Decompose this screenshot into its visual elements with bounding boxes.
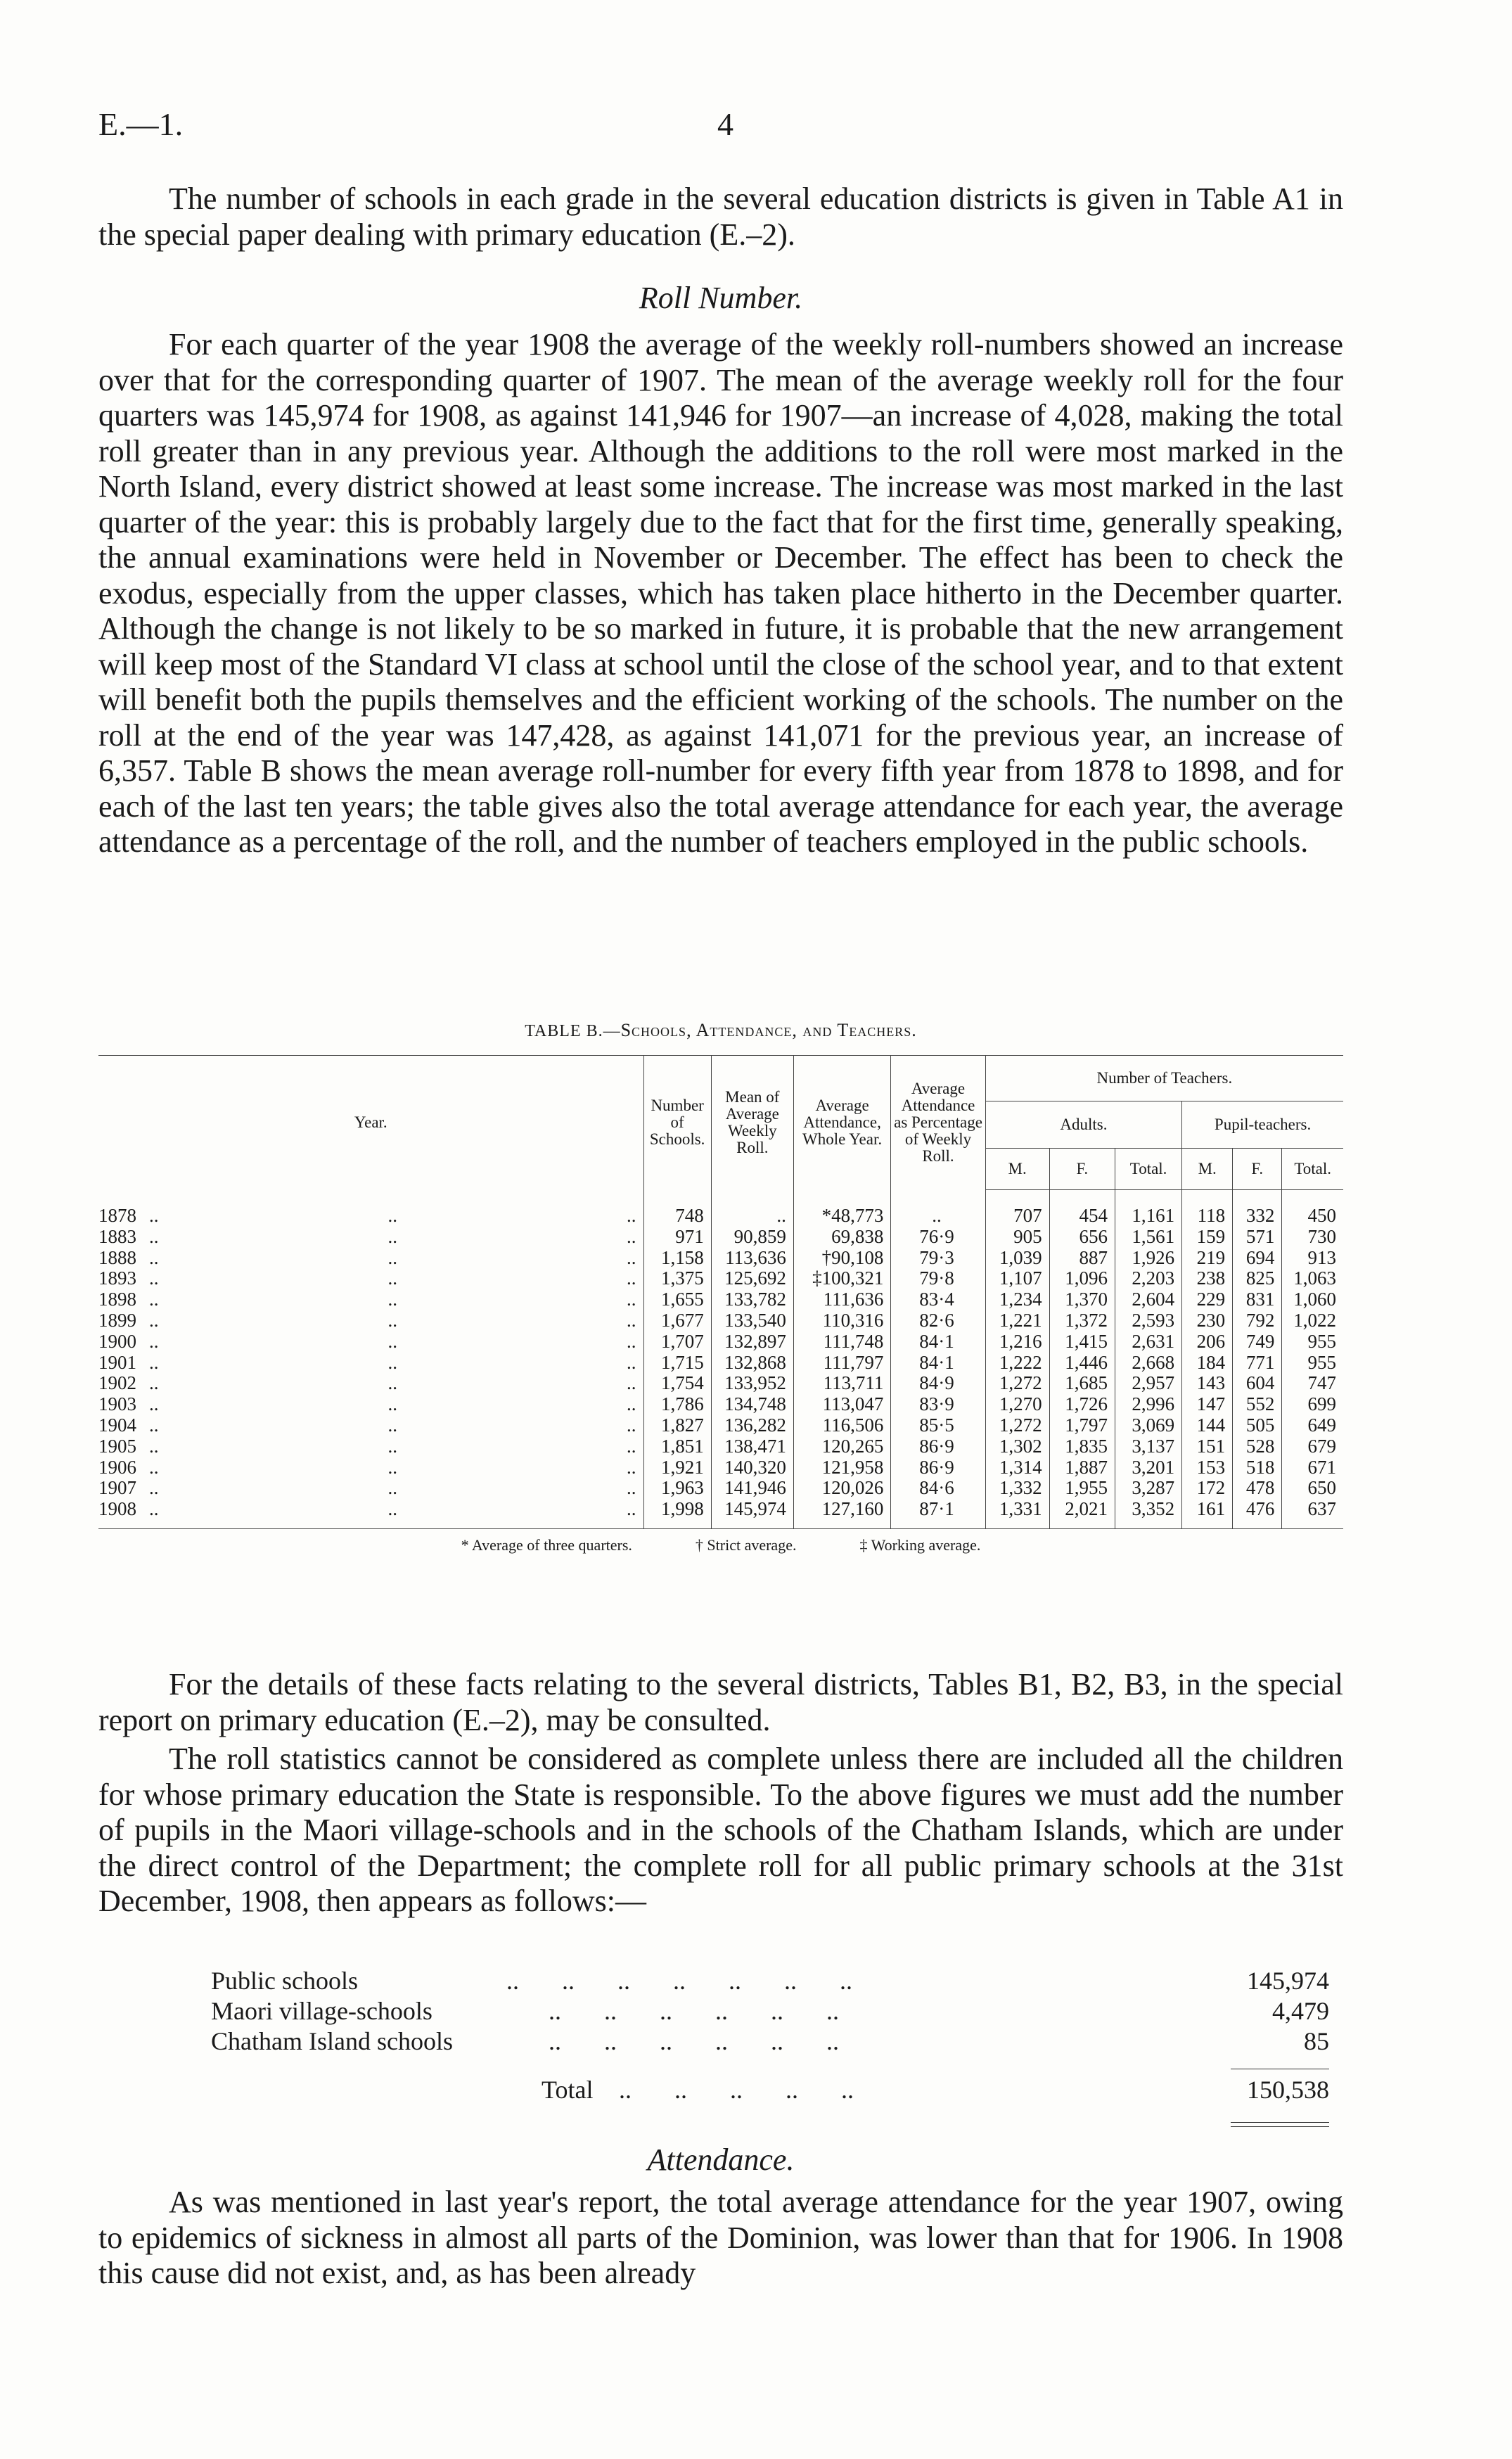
cell-pf: 552 [1233,1394,1282,1415]
summary-rule-bottom [1231,2122,1329,2123]
table-row [98,1499,1343,1528]
cell-year [98,1190,643,1227]
col-header-pupil-f: F. [1233,1149,1282,1190]
summary-label: Chatham Island schools [211,2027,453,2055]
cell-af: 2,021 [1049,1499,1115,1528]
table-b-grid [98,1055,1343,1529]
cell-year-dots: .. .. .. [149,1498,636,1520]
cell-pt: 1,022 [1282,1310,1343,1331]
cell-pf: 518 [1233,1457,1282,1478]
cell-pm: 161 [1182,1499,1233,1528]
summary-row [211,1966,1329,1996]
cell-schools: 1,963 [643,1478,711,1499]
paragraph-district-details: For the details of these facts relating to the several districts, Tables B1, B2, B3, in the special report on primary education (E.–2), may be consulted. [98,1667,1343,1737]
cell-schools: 748 [643,1190,711,1227]
cell-year [98,1394,643,1415]
cell-roll: .. [711,1190,793,1227]
cell-attendance: 116,506 [793,1415,891,1436]
cell-pm: 118 [1182,1190,1233,1227]
cell-am: 1,216 [985,1331,1049,1353]
cell-af: 1,835 [1049,1436,1115,1457]
cell-af: 887 [1049,1248,1115,1269]
cell-year-dots: .. .. .. [149,1225,636,1247]
cell-attendance: 69,838 [793,1227,891,1248]
cell-roll: 133,540 [711,1310,793,1331]
cell-year [98,1457,643,1478]
cell-af: 656 [1049,1227,1115,1248]
summary-value: 4,479 [1272,1997,1329,2025]
cell-schools: 1,707 [643,1331,711,1353]
summary-value: 85 [1304,2027,1329,2055]
cell-pm: 151 [1182,1436,1233,1457]
cell-year-dots: .. .. .. [149,1435,636,1457]
cell-am: 1,039 [985,1248,1049,1269]
cell-pf: 478 [1233,1478,1282,1499]
cell-pt: 913 [1282,1248,1343,1269]
cell-pct: 84·6 [891,1478,985,1499]
summary-label: Public schools [211,1967,359,1995]
summary-total-label: Total [542,2076,594,2104]
table-row [98,1436,1343,1457]
cell-pt: 1,060 [1282,1289,1343,1310]
cell-pm: 184 [1182,1353,1233,1374]
cell-pct: 86·9 [891,1457,985,1478]
cell-pm: 147 [1182,1394,1233,1415]
cell-year-value: 1878 [98,1204,136,1226]
table-row [98,1353,1343,1374]
cell-pt: 450 [1282,1190,1343,1227]
cell-pf: 332 [1233,1190,1282,1227]
cell-at: 1,561 [1115,1227,1182,1248]
cell-attendance: 120,026 [793,1478,891,1499]
cell-attendance: 127,160 [793,1499,891,1528]
table-b-body [98,1190,1343,1529]
cell-year-dots: .. .. .. [149,1309,636,1331]
summary-value: 145,974 [1247,1967,1329,1995]
cell-roll: 90,859 [711,1227,793,1248]
col-header-adults-m: M. [985,1149,1049,1190]
cell-am: 1,331 [985,1499,1049,1528]
cell-pf: 792 [1233,1310,1282,1331]
cell-pct: 83·9 [891,1394,985,1415]
cell-year [98,1478,643,1499]
heading-roll-number: Roll Number. [639,281,803,315]
cell-pt: 637 [1282,1499,1343,1528]
cell-at: 2,203 [1115,1268,1182,1289]
table-row [98,1310,1343,1331]
cell-year-dots: .. .. .. [149,1204,636,1226]
col-header-teachers: Number of Teachers. [985,1056,1343,1101]
cell-at: 2,996 [1115,1394,1182,1415]
col-header-adults: Adults. [985,1101,1182,1149]
summary-total-row [211,2075,1329,2105]
cell-pm: 159 [1182,1227,1233,1248]
col-header-pupil-teachers: Pupil-teachers. [1182,1101,1343,1149]
col-header-percentage: Average Attendance as Percentage of Weekly Roll. [891,1056,985,1190]
cell-roll: 141,946 [711,1478,793,1499]
cell-af: 1,726 [1049,1394,1115,1415]
cell-pct: 85·5 [891,1415,985,1436]
cell-pf: 825 [1233,1268,1282,1289]
cell-pct: 82·6 [891,1310,985,1331]
cell-roll: 133,952 [711,1373,793,1394]
cell-year-dots: .. .. .. [149,1414,636,1436]
summary-total-value: 150,538 [1247,2076,1329,2104]
table-row [98,1289,1343,1310]
cell-pf: 571 [1233,1227,1282,1248]
cell-year [98,1331,643,1353]
cell-af: 1,797 [1049,1415,1115,1436]
cell-year-dots: .. .. .. [149,1456,636,1478]
cell-attendance: †90,108 [793,1248,891,1269]
cell-pf: 505 [1233,1415,1282,1436]
cell-at: 1,926 [1115,1248,1182,1269]
col-header-adults-total: Total. [1115,1149,1182,1190]
document-code: E.—1. [98,106,184,142]
cell-pt: 649 [1282,1415,1343,1436]
cell-roll: 138,471 [711,1436,793,1457]
cell-at: 3,201 [1115,1457,1182,1478]
cell-pct: 79·8 [891,1268,985,1289]
cell-at: 3,352 [1115,1499,1182,1528]
paragraph-schools-grade: The number of schools in each grade in the several education districts is given in Table A1 in the special paper dealing with primary education (E.–2). [98,181,1343,252]
footnote-working-average: ‡ Working average. [859,1535,981,1554]
cell-attendance: 113,711 [793,1373,891,1394]
cell-roll: 132,868 [711,1353,793,1374]
cell-pf: 528 [1233,1436,1282,1457]
cell-pct: 84·1 [891,1353,985,1374]
cell-roll: 133,782 [711,1289,793,1310]
col-header-attendance: Average Attendance, Whole Year. [793,1056,891,1190]
cell-am: 905 [985,1227,1049,1248]
cell-schools: 1,754 [643,1373,711,1394]
cell-year-dots: .. .. .. [149,1393,636,1415]
cell-year-dots: .. .. .. [149,1330,636,1352]
footnote-strict-average: † Strict average. [695,1535,797,1554]
cell-af: 1,685 [1049,1373,1115,1394]
cell-attendance: 113,047 [793,1394,891,1415]
table-caption-prefix: TABLE B.— [525,1022,621,1040]
cell-year-value: 1905 [98,1435,136,1457]
cell-pf: 771 [1233,1353,1282,1374]
cell-pt: 955 [1282,1331,1343,1353]
cell-pt: 955 [1282,1353,1343,1374]
cell-pt: 1,063 [1282,1268,1343,1289]
cell-roll: 132,897 [711,1331,793,1353]
cell-schools: 1,375 [643,1268,711,1289]
cell-at: 2,593 [1115,1310,1182,1331]
cell-pt: 699 [1282,1394,1343,1415]
cell-attendance: 111,748 [793,1331,891,1353]
cell-pct: 79·3 [891,1248,985,1269]
summary-total-dots: .. .. .. .. .. [619,2076,854,2104]
cell-pm: 219 [1182,1248,1233,1269]
cell-year-dots: .. .. .. [149,1351,636,1373]
cell-year [98,1310,643,1331]
cell-schools: 1,677 [643,1310,711,1331]
paragraph-roll-statistics: The roll statistics cannot be considered as complete unless there are included all the children for whose primary education the State is responsible. To the above figures we must add the number of pupils in the Maori village-schools and in the schools of the Chatham Islands, which are under the direct control of the Department; the complete roll for all public primary schools at the 31st December, 1908, then appears as follows:— [98,1742,1343,1918]
cell-year-value: 1888 [98,1246,136,1268]
cell-af: 1,372 [1049,1310,1115,1331]
cell-at: 2,957 [1115,1373,1182,1394]
cell-pm: 153 [1182,1457,1233,1478]
cell-year-dots: .. .. .. [149,1267,636,1289]
cell-year [98,1289,643,1310]
cell-pct: 83·4 [891,1289,985,1310]
cell-pf: 476 [1233,1499,1282,1528]
cell-af: 454 [1049,1190,1115,1227]
cell-schools: 1,158 [643,1248,711,1269]
cell-at: 3,287 [1115,1478,1182,1499]
summary-leader-dots: .. .. .. .. .. .. [549,1997,839,2025]
cell-pf: 694 [1233,1248,1282,1269]
cell-year-value: 1883 [98,1225,136,1247]
table-row [98,1331,1343,1353]
cell-year [98,1268,643,1289]
table-row [98,1415,1343,1436]
col-header-adults-f: F. [1049,1149,1115,1190]
cell-year [98,1227,643,1248]
cell-year [98,1415,643,1436]
cell-pm: 143 [1182,1373,1233,1394]
cell-af: 1,887 [1049,1457,1115,1478]
table-row [98,1227,1343,1248]
cell-pm: 206 [1182,1331,1233,1353]
cell-at: 2,604 [1115,1289,1182,1310]
cell-at: 1,161 [1115,1190,1182,1227]
cell-am: 1,314 [985,1457,1049,1478]
cell-am: 1,272 [985,1373,1049,1394]
cell-pt: 747 [1282,1373,1343,1394]
cell-af: 1,955 [1049,1478,1115,1499]
cell-am: 1,272 [985,1415,1049,1436]
cell-at: 2,631 [1115,1331,1182,1353]
cell-pm: 144 [1182,1415,1233,1436]
cell-year-value: 1904 [98,1414,136,1436]
cell-year-dots: .. .. .. [149,1372,636,1394]
cell-pct: 76·9 [891,1227,985,1248]
cell-pf: 604 [1233,1373,1282,1394]
table-row [98,1394,1343,1415]
cell-year-value: 1902 [98,1372,136,1394]
cell-roll: 136,282 [711,1415,793,1436]
page-number: 4 [717,106,733,142]
summary-leader-dots: .. .. .. .. .. .. .. [506,1967,852,1995]
col-header-pupil-total: Total. [1282,1149,1343,1190]
cell-year-dots: .. .. .. [149,1289,636,1310]
cell-pm: 172 [1182,1478,1233,1499]
cell-year-value: 1898 [98,1289,136,1310]
col-header-mean-roll: Mean of Average Weekly Roll. [711,1056,793,1190]
cell-pt: 679 [1282,1436,1343,1457]
cell-year [98,1436,643,1457]
cell-year-value: 1893 [98,1267,136,1289]
table-row [98,1268,1343,1289]
cell-schools: 971 [643,1227,711,1248]
cell-attendance: 111,797 [793,1353,891,1374]
cell-year-value: 1899 [98,1309,136,1331]
cell-year-value: 1907 [98,1477,136,1499]
cell-pt: 730 [1282,1227,1343,1248]
cell-am: 707 [985,1190,1049,1227]
cell-roll: 113,636 [711,1248,793,1269]
cell-at: 3,069 [1115,1415,1182,1436]
cell-af: 1,446 [1049,1353,1115,1374]
cell-af: 1,096 [1049,1268,1115,1289]
cell-year [98,1248,643,1269]
cell-pm: 238 [1182,1268,1233,1289]
cell-schools: 1,851 [643,1436,711,1457]
cell-year [98,1373,643,1394]
cell-attendance: *48,773 [793,1190,891,1227]
table-footnotes [98,1536,1343,1554]
table-row [98,1190,1343,1227]
cell-schools: 1,921 [643,1457,711,1478]
cell-at: 3,137 [1115,1436,1182,1457]
cell-af: 1,370 [1049,1289,1115,1310]
footnote-average-three-quarters: * Average of three quarters. [461,1535,632,1554]
cell-year-value: 1903 [98,1393,136,1415]
cell-pf: 831 [1233,1289,1282,1310]
cell-attendance: 121,958 [793,1457,891,1478]
summary-row [211,1996,1329,2026]
cell-am: 1,302 [985,1436,1049,1457]
cell-year [98,1353,643,1374]
roll-summary [211,1966,1329,2105]
cell-schools: 1,827 [643,1415,711,1436]
cell-schools: 1,655 [643,1289,711,1310]
cell-am: 1,222 [985,1353,1049,1374]
cell-year-value: 1900 [98,1330,136,1352]
col-header-pupil-m: M. [1182,1149,1233,1190]
summary-rule-bottom-double [1231,2126,1329,2127]
cell-schools: 1,998 [643,1499,711,1528]
table-row [98,1478,1343,1499]
cell-year-value: 1906 [98,1456,136,1478]
cell-af: 1,415 [1049,1331,1115,1353]
cell-roll: 145,974 [711,1499,793,1528]
table-caption [98,1020,1343,1041]
cell-pct: .. [891,1190,985,1227]
cell-pct: 84·9 [891,1373,985,1394]
heading-attendance: Attendance. [647,2142,795,2177]
cell-schools: 1,786 [643,1394,711,1415]
cell-attendance: 111,636 [793,1289,891,1310]
cell-at: 2,668 [1115,1353,1182,1374]
cell-am: 1,221 [985,1310,1049,1331]
cell-pm: 230 [1182,1310,1233,1331]
col-header-schools: Number of Schools. [643,1056,711,1190]
summary-row [211,2026,1329,2057]
cell-am: 1,107 [985,1268,1049,1289]
cell-year-dots: .. .. .. [149,1246,636,1268]
cell-year [98,1499,643,1528]
cell-year-dots: .. .. .. [149,1477,636,1499]
paragraph-roll-number: For each quarter of the year 1908 the average of the weekly roll-numbers showed an increase over that for the corresponding quarter of 1907. The mean of the average weekly roll for the four quarters was 145,974 for 1908, as against 141,946 for 1907—an increase of 4,028, making the total roll greater than in any previous year. Although the additions to the roll were most marked in the North Island, every district showed at least some increase. The increase was most marked in the last quarter of the year: this is probably largely due to the fact that for the first time, generally speaking, the annual examinations were held in November or December. The effect has been to check the exodus, especially from the upper classes, which has taken place hitherto in the December quarter. Although the change is not likely to be so marked in future, it is probable that the new arrangement will keep most of the Standard VI class at school until the close of the school year, and to that extent will benefit both the pupils themselves and the efficient working of the schools. The number on the roll at the end of the year was 147,428, as against 141,071 for the previous year, an increase of 6,357. Table B shows the mean average roll-number for every fifth year from 1878 to 1898, and for each of the last ten years; the table gives also the total average attendance for each year, the average attendance as a percentage of the roll, and the number of teachers employed in the public schools. [98,327,1343,859]
table-caption-title: Schools, Attendance, and Teachers. [620,1020,917,1040]
cell-attendance: 110,316 [793,1310,891,1331]
table-row [98,1373,1343,1394]
cell-roll: 134,748 [711,1394,793,1415]
cell-pm: 229 [1182,1289,1233,1310]
cell-year-value: 1901 [98,1351,136,1373]
table-row [98,1248,1343,1269]
cell-am: 1,234 [985,1289,1049,1310]
cell-pct: 84·1 [891,1331,985,1353]
cell-roll: 140,320 [711,1457,793,1478]
cell-am: 1,332 [985,1478,1049,1499]
summary-label: Maori village-schools [211,1997,433,2025]
cell-roll: 125,692 [711,1268,793,1289]
cell-schools: 1,715 [643,1353,711,1374]
paragraph-attendance: As was mentioned in last year's report, the total average attendance for the year 1907, owing to epidemics of sickness in almost all parts of the Dominion, was lower than that for 1906. In 1908 this cause did not exist, and, as has been already [98,2185,1343,2290]
cell-pct: 87·1 [891,1499,985,1528]
page-header [98,106,1343,148]
cell-pt: 671 [1282,1457,1343,1478]
col-header-year: Year. [98,1056,643,1190]
table-row [98,1457,1343,1478]
cell-attendance: ‡100,321 [793,1268,891,1289]
cell-pf: 749 [1233,1331,1282,1353]
summary-leader-dots: .. .. .. .. .. .. [549,2027,839,2055]
table-b [98,1055,1343,1554]
cell-year-value: 1908 [98,1498,136,1520]
cell-am: 1,270 [985,1394,1049,1415]
cell-pct: 86·9 [891,1436,985,1457]
cell-attendance: 120,265 [793,1436,891,1457]
cell-pt: 650 [1282,1478,1343,1499]
